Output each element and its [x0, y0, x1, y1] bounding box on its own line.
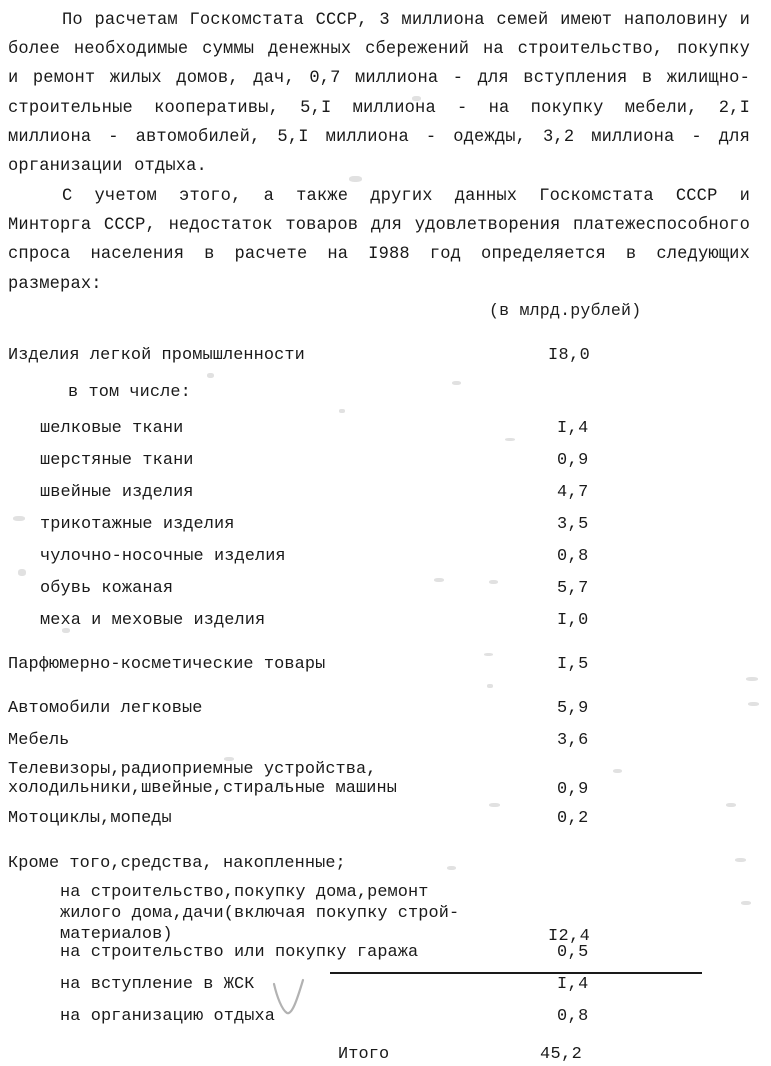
scan-speck: [505, 438, 515, 441]
scan-speck: [489, 803, 500, 807]
row-label: меха и меховые изделия: [40, 611, 266, 630]
row-label: Автомобили легковые: [8, 699, 203, 718]
row-value: I,4: [557, 975, 589, 994]
row-label: обувь кожаная: [40, 579, 174, 598]
row-label: в том числе:: [68, 383, 191, 402]
row-label-line-2: холодильники,швейные,стиральные машины: [8, 779, 397, 798]
scan-speck: [613, 769, 622, 773]
row-label: трикотажные изделия: [40, 515, 235, 534]
row-label: чулочно-носочные изделия: [40, 547, 286, 566]
row-label-line-1: Телевизоры,радиоприемные устройства,: [8, 760, 377, 779]
row-label-line-1: на строительство,покупку дома,ремонт: [60, 883, 429, 902]
row-label: Парфюмерно-косметические товары: [8, 655, 326, 674]
row-value: 0,8: [557, 1007, 589, 1026]
units-caption: (в млрд.рублей): [489, 301, 642, 320]
scan-speck: [339, 409, 345, 413]
scan-speck: [207, 373, 214, 378]
row-label: швейные изделия: [40, 483, 194, 502]
scan-speck: [748, 702, 759, 706]
row-value: 5,7: [557, 579, 589, 598]
scan-speck: [13, 516, 25, 521]
row-value: 3,5: [557, 515, 589, 534]
row-label: на вступление в ЖСК: [60, 975, 255, 994]
total-value: 45,2: [540, 1045, 583, 1064]
row-value: I,4: [557, 419, 589, 438]
row-value: 0,9: [557, 780, 589, 799]
scan-speck: [447, 866, 456, 870]
row-value: 0,5: [557, 943, 589, 962]
scan-speck: [735, 858, 746, 862]
paragraph-1: По расчетам Госкомстата СССР, 3 миллиона семей имеют наполовину и более необходимые суммы денежных сбережений на строительство, покупку и ремонт жилых домов, дач, 0,7 миллиона - для вступления в жилищно-строительные кооперативы, 5,I миллиона - на покупку мебели, 2,I миллиона - автомобилей, 5,I миллиона - одежды, 3,2 миллиона - для организации отдыха.: [8, 11, 750, 177]
scan-speck: [746, 677, 758, 681]
row-value: I,0: [557, 611, 589, 630]
row-label: Мебель: [8, 731, 70, 750]
row-value: 5,9: [557, 699, 589, 718]
scan-speck: [452, 381, 461, 385]
row-label: шелковые ткани: [40, 419, 184, 438]
scan-speck: [741, 901, 751, 905]
total-divider-rule: [330, 972, 702, 974]
row-label: на строительство или покупку гаража: [60, 943, 419, 962]
scan-speck: [18, 569, 26, 576]
row-label: Изделия легкой промышленности: [8, 346, 305, 365]
row-label: шерстяные ткани: [40, 451, 194, 470]
total-label: Итого: [338, 1045, 390, 1064]
row-label-line-3: материалов): [60, 925, 173, 944]
scan-speck: [489, 580, 498, 584]
additional-heading: Кроме того,средства, накопленные;: [8, 854, 346, 873]
row-value: I2,4: [548, 927, 591, 946]
row-value: 0,2: [557, 809, 589, 828]
row-value: I,5: [557, 655, 589, 674]
scan-speck: [487, 684, 493, 688]
paragraph-2: С учетом этого, а также других данных Госкомстата СССР и Минторга СССР, недостаток товаров для удовлетворения платежеспособного спроса населения в расчете на I988 год определяется в следующих размерах:: [8, 187, 750, 294]
scan-speck: [434, 578, 444, 582]
scan-speck: [484, 653, 493, 656]
row-value: 0,8: [557, 547, 589, 566]
handwritten-checkmark-icon: [270, 978, 310, 1020]
row-value: 0,9: [557, 451, 589, 470]
scan-speck: [726, 803, 736, 807]
row-label-line-2: жилого дома,дачи(включая покупку строй-: [60, 904, 460, 923]
row-label: на организацию отдыха: [60, 1007, 275, 1026]
row-value: 4,7: [557, 483, 589, 502]
row-label: Мотоциклы,мопеды: [8, 809, 172, 828]
row-value: 3,6: [557, 731, 589, 750]
row-value: I8,0: [548, 346, 591, 365]
